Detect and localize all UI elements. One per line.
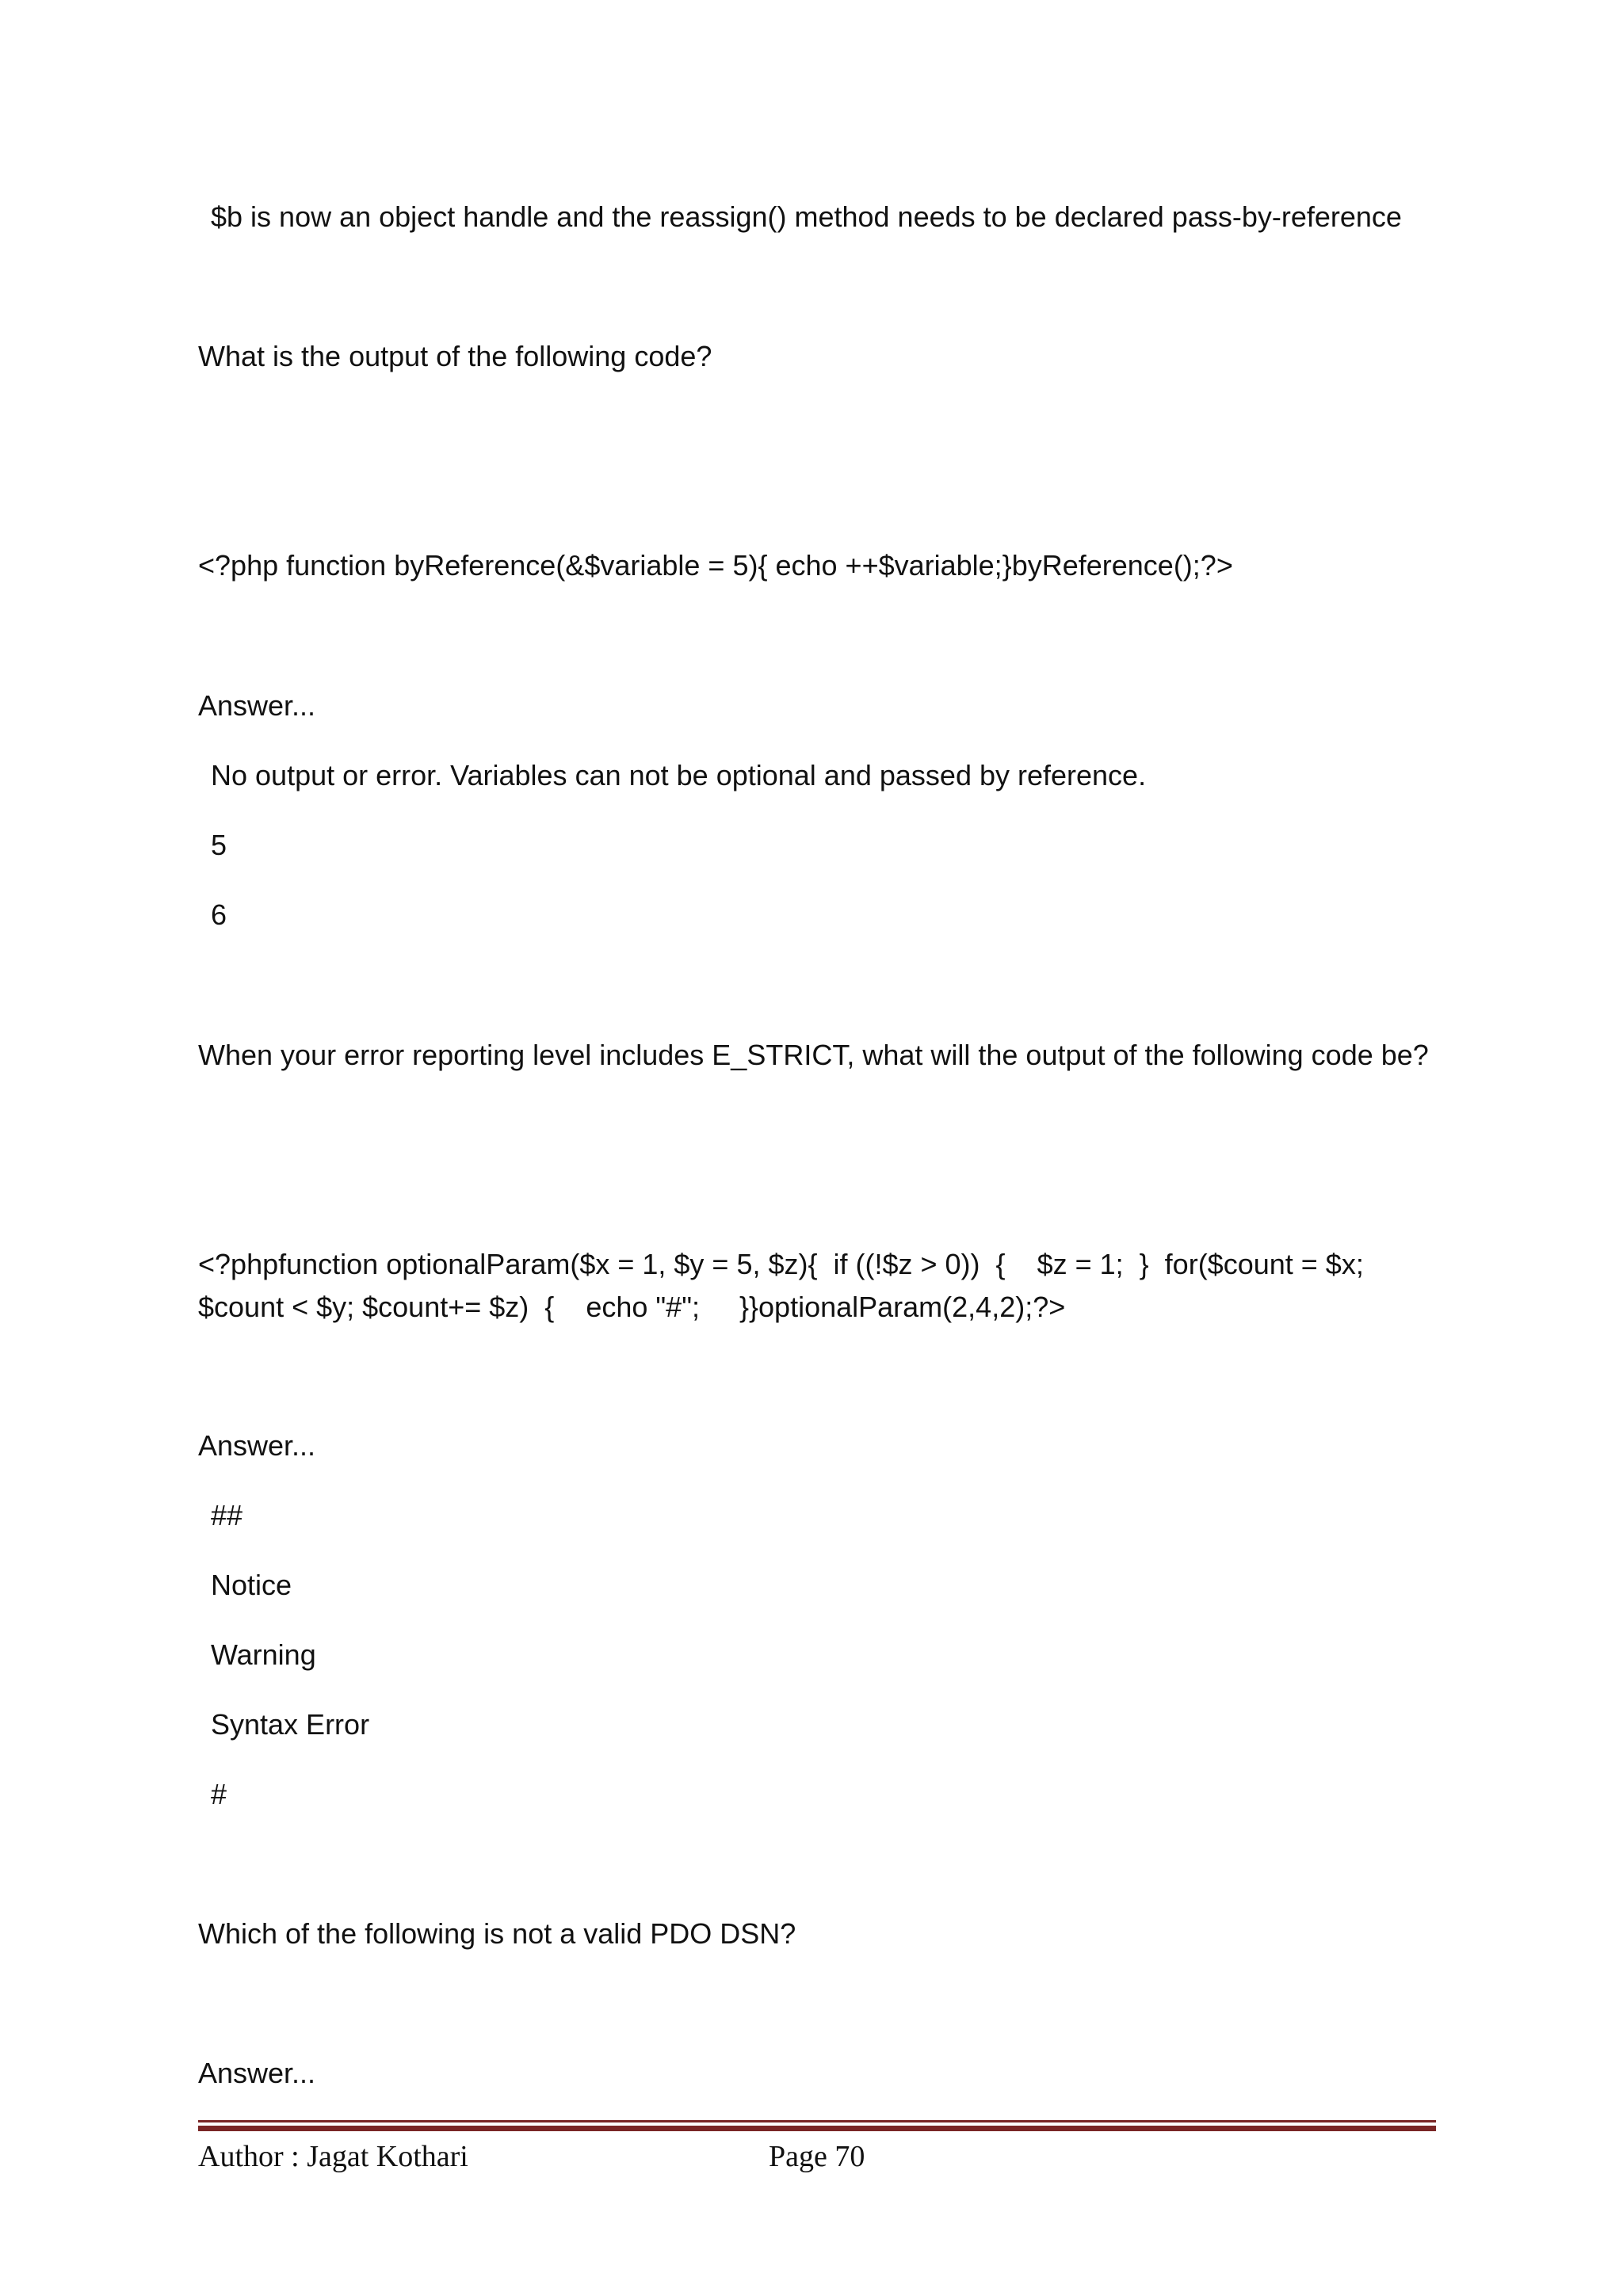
question-3-answer-label: Answer... — [198, 2057, 316, 2089]
question-1-option: No output or error. Variables can not be optional and passed by reference. — [211, 759, 1147, 791]
question-1-text: What is the output of the following code? — [198, 340, 712, 372]
question-1-option: 5 — [211, 829, 227, 861]
question-2-option: Syntax Error — [211, 1708, 370, 1741]
footer-author: Author : Jagat Kothari — [198, 2140, 468, 2173]
question-2-answer-label: Answer... — [198, 1429, 316, 1462]
question-2-text: When your error reporting level includes E_STRICT, what will the output of the following code be? — [198, 1039, 1429, 1071]
question-2-code: <?phpfunction optionalParam($x = 1, $y = 5, $z){ if ((!$z > 0)) { $z = 1; } for($count = $x; $count < $y; $count+= $z) { echo "#"; }}optionalParam(2,4,2);?> — [198, 1248, 1372, 1323]
previous-answer-option: $b is now an object handle and the reassign() method needs to be declared pass-by-reference — [211, 200, 1402, 233]
question-2-option: Notice — [211, 1569, 292, 1601]
question-1-code: <?php function byReference(&$variable = 5){ echo ++$variable;}byReference();?> — [198, 549, 1233, 582]
question-1-option: 6 — [211, 898, 227, 931]
question-3-text: Which of the following is not a valid PDO DSN? — [198, 1917, 796, 1950]
question-2-option: ## — [211, 1499, 243, 1531]
footer-divider-thick — [198, 2126, 1436, 2131]
question-2-option: Warning — [211, 1638, 316, 1671]
question-1-answer-label: Answer... — [198, 689, 316, 722]
question-2-option: # — [211, 1778, 227, 1810]
footer-divider-thin — [198, 2120, 1436, 2122]
footer-page-number: Page 70 — [769, 2140, 865, 2173]
